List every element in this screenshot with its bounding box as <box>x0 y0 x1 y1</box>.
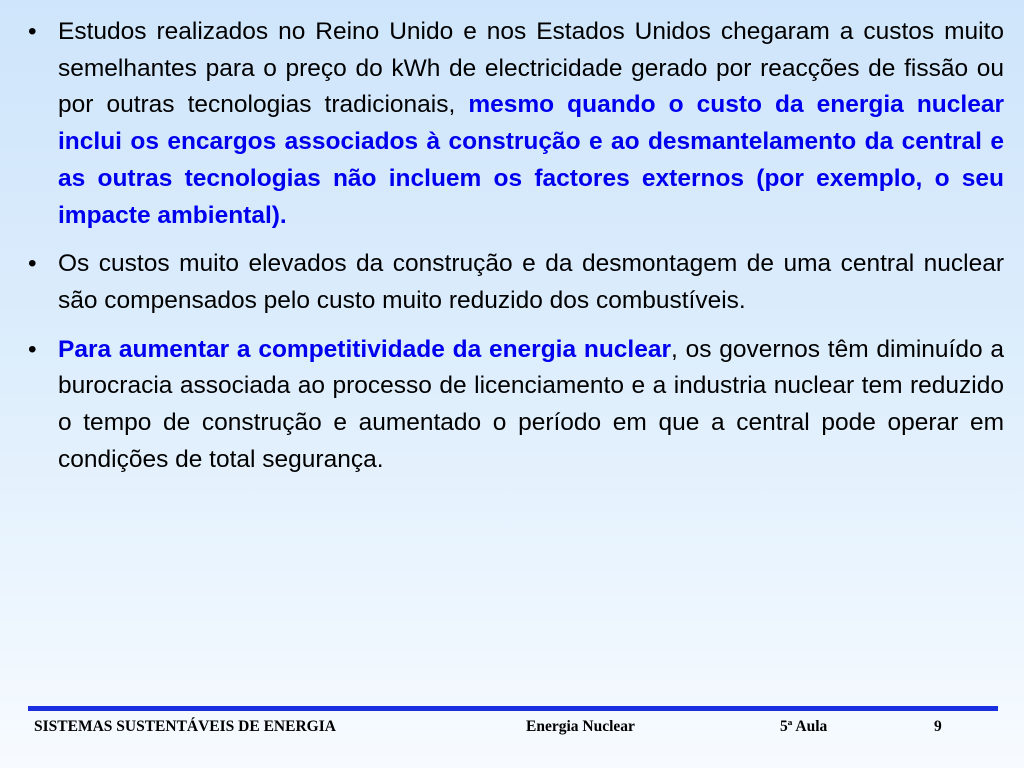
bullet-marker: • <box>28 18 37 45</box>
footer-divider <box>28 706 998 711</box>
bullet-marker: • <box>28 335 37 363</box>
bullet-item-uk-us-studies <box>28 14 1004 234</box>
slide-footer <box>0 718 1024 742</box>
footer-course-title: SISTEMAS SUSTENTÁVEIS DE ENERGIA <box>34 718 336 735</box>
bullet-highlight-text: Para aumentar a competitividade da energia nuclear <box>58 335 672 363</box>
footer-page-number: 9 <box>934 718 942 735</box>
bullet-marker: • <box>28 250 37 278</box>
footer-lesson: 5ª Aula <box>780 718 828 735</box>
bullet-plain-text: , os governos têm diminuído a burocracia associada ao processo de licenciamento e a industria nuclear tem reduzido o tempo de construção e aumentado o período em que a central pode operar em condições de total segurança. <box>58 335 1004 473</box>
bullet-plain-text: Os custos muito elevados da construção e da desmontagem de uma central nuclear são compensados pelo custo muito reduzido dos combustíveis. <box>58 250 1004 314</box>
bullet-item-competitiveness <box>28 332 1004 479</box>
footer-topic: Energia Nuclear <box>526 718 635 735</box>
bullet-text <box>58 246 1004 319</box>
bullet-text <box>58 14 1004 234</box>
bullet-plain-text: Estudos realizados no Reino Unido e nos Estados Unidos chegaram a custos muito semelhantes para o preço do kWh de electricidade gerado por reacções de fissão ou por outras tecnologias tradicionais, <box>58 18 1004 119</box>
slide-body <box>28 14 1004 490</box>
bullet-item-construction-costs <box>28 246 1004 319</box>
bullet-highlight-text: mesmo quando o custo da energia nuclear inclui os encargos associados à construção e ao desmantelamento da central e as outras tecnologias não incluem os factores externos (por exemplo, o seu impacte ambiental). <box>58 91 1004 229</box>
bullet-text <box>58 332 1004 479</box>
